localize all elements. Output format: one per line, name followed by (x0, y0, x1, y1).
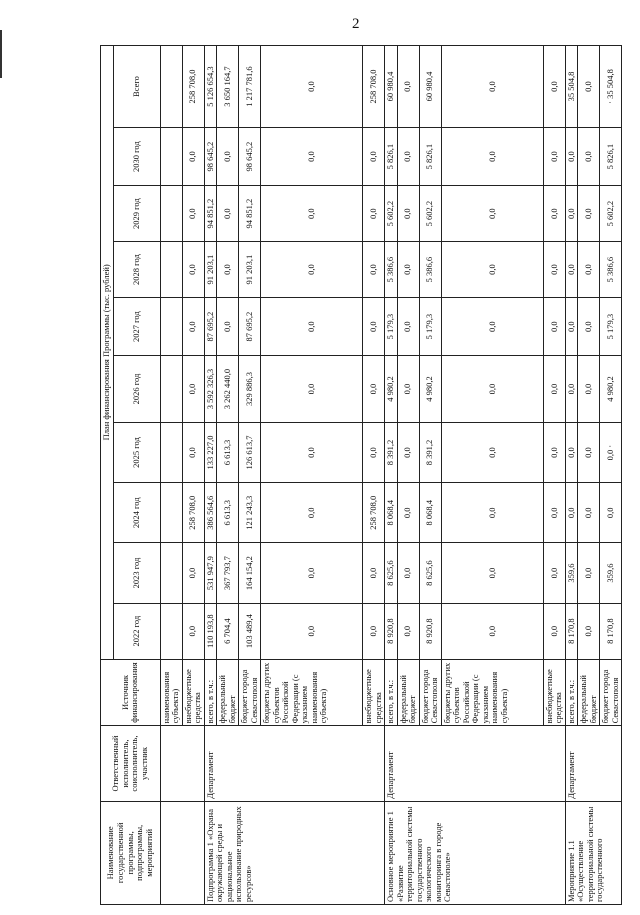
year-value-cell: 0,0 (441, 128, 543, 186)
year-value-cell: 0,0 (543, 603, 565, 659)
year-value-cell: 0,0 (397, 128, 419, 186)
year-value-cell: 98 645,2 (239, 128, 261, 186)
year-value-cell: 8 625,6 (419, 543, 441, 603)
program-name-cell: Мероприятие 1.1 «Осуществление территориальной системы государственного (565, 801, 622, 904)
year-value-cell: 0,0 (441, 298, 543, 356)
year-value-cell: 5 826,1 (419, 128, 441, 186)
header-year-2026: 2026 год (113, 356, 160, 423)
executor-cell: Департамент (565, 726, 622, 801)
source-cell: внебюджетные средства (543, 659, 565, 726)
year-value-cell: 0,0 (565, 483, 578, 543)
year-value-cell: 0,0 (397, 543, 419, 603)
year-value-cell: 0,0 (363, 543, 385, 603)
year-value-cell: 0,0 (543, 186, 565, 242)
year-value-cell: 0,0 (441, 356, 543, 423)
header-year-2023: 2023 год (113, 543, 160, 603)
year-value-cell: 5 179,3 (419, 298, 441, 356)
year-value-cell: 3 262 440,0 (217, 356, 239, 423)
year-value-cell: 0,0 (397, 298, 419, 356)
header-year-2025: 2025 год (113, 422, 160, 482)
year-value-cell: 121 243,3 (239, 483, 261, 543)
total-value-cell: 0,0 (261, 46, 363, 128)
source-cell: всего, в т.ч.: (565, 659, 578, 726)
year-value-cell (160, 298, 182, 356)
year-value-cell: 0,0 (600, 483, 622, 543)
year-value-cell: 0,0 (578, 356, 600, 423)
source-cell: федеральный бюджет (397, 659, 419, 726)
year-value-cell: 359,6 (600, 543, 622, 603)
year-value-cell: 0,0 (261, 242, 363, 298)
header-plan: План финансирования Программы (тыс. рублей) (101, 46, 114, 660)
total-value-cell: 5 126 654,3 (204, 46, 217, 128)
total-value-cell: · 35 504,8 (600, 46, 622, 128)
header-year-2022: 2022 год (113, 603, 160, 659)
total-value-cell: 258 708,0 (182, 46, 204, 128)
year-value-cell: 8 920,8 (419, 603, 441, 659)
financing-table (100, 45, 622, 905)
year-value-cell: 0,0 (578, 603, 600, 659)
year-value-cell: 87 695,2 (204, 298, 217, 356)
year-value-cell: 8 391,2 (385, 422, 398, 482)
source-cell: федеральный бюджет (217, 659, 239, 726)
year-value-cell: 0,0 (261, 603, 363, 659)
table-row (385, 46, 398, 905)
year-value-cell: 0,0 (565, 422, 578, 482)
year-value-cell: 0,0 (565, 298, 578, 356)
source-cell: бюджет города Севастополя (239, 659, 261, 726)
year-value-cell: 0,0 (363, 422, 385, 482)
year-value-cell: 3 592 326,3 (204, 356, 217, 423)
year-value-cell (160, 543, 182, 603)
year-value-cell: 87 695,2 (239, 298, 261, 356)
total-value-cell: 60 980,4 (385, 46, 398, 128)
year-value-cell: 0,0 (578, 543, 600, 603)
year-value-cell: 0,0 (565, 186, 578, 242)
year-value-cell: 0,0 (363, 186, 385, 242)
total-value-cell: 258 708,0 (363, 46, 385, 128)
total-value-cell: 60 980,4 (419, 46, 441, 128)
year-value-cell: 8 068,4 (385, 483, 398, 543)
year-value-cell: 0,0 (182, 186, 204, 242)
year-value-cell: 110 193,8 (204, 603, 217, 659)
year-value-cell: 0,0 (543, 298, 565, 356)
year-value-cell: 0,0 (397, 242, 419, 298)
total-value-cell: 1 217 781,6 (239, 46, 261, 128)
year-value-cell: 8 391,2 (419, 422, 441, 482)
header-year-2024: 2024 год (113, 483, 160, 543)
year-value-cell: 0,0 (182, 422, 204, 482)
year-value-cell: 0,0 (543, 128, 565, 186)
source-cell: бюджеты других субъектов Российской Федерации (с указанием наименования субъекта) (261, 659, 363, 726)
year-value-cell: 164 154,2 (239, 543, 261, 603)
year-value-cell: 0,0 (397, 186, 419, 242)
year-value-cell (160, 242, 182, 298)
year-value-cell (160, 186, 182, 242)
total-value-cell: 3 650 164,7 (217, 46, 239, 128)
year-value-cell: 126 613,7 (239, 422, 261, 482)
table-row (565, 46, 578, 905)
year-value-cell: 133 227,0 (204, 422, 217, 482)
year-value-cell: 6 613,3 (217, 422, 239, 482)
year-value-cell: 386 564,6 (204, 483, 217, 543)
year-value-cell: 0,0 (543, 242, 565, 298)
year-value-cell: 0,0 (182, 356, 204, 423)
program-name-cell: Подпрограмма 1 «Охрана окружающей среды и рациональное использование природных ресурсов» (204, 801, 385, 904)
source-cell: внебюджетные средства (363, 659, 385, 726)
rotated-table-frame (100, 45, 620, 905)
source-cell: внебюджетные средства (182, 659, 204, 726)
total-value-cell: 0,0 (397, 46, 419, 128)
total-value-cell: 0,0 (543, 46, 565, 128)
source-cell: всего, в т.ч.: (204, 659, 217, 726)
year-value-cell: 91 203,1 (239, 242, 261, 298)
year-value-cell: 0,0 (565, 128, 578, 186)
year-value-cell: 0,0 (363, 603, 385, 659)
program-name-cell: Основное мероприятие 1 «Развитие территориальной системы государственного экологического мониторинга в городе Севастополе» (385, 801, 566, 904)
year-value-cell: 0,0 (363, 356, 385, 423)
total-value-cell: 0,0 (578, 46, 600, 128)
year-value-cell: 8 068,4 (419, 483, 441, 543)
total-value-cell: 0,0 (441, 46, 543, 128)
year-value-cell: 5 386,6 (600, 242, 622, 298)
year-value-cell: 0,0 (182, 242, 204, 298)
year-value-cell (160, 422, 182, 482)
year-value-cell: 0,0 (363, 128, 385, 186)
year-value-cell: 94 851,2 (204, 186, 217, 242)
source-cell: бюджет города Севастополя (600, 659, 622, 726)
year-value-cell: 0,0 (543, 483, 565, 543)
year-value-cell: 0,0 (261, 186, 363, 242)
year-value-cell: 0,0 (261, 128, 363, 186)
year-value-cell: 0,0 (261, 356, 363, 423)
year-value-cell: 5 179,3 (600, 298, 622, 356)
year-value-cell: 531 947,9 (204, 543, 217, 603)
year-value-cell: 5 386,6 (385, 242, 398, 298)
year-value-cell: 6 704,4 (217, 603, 239, 659)
header-total: Всего (113, 46, 160, 128)
year-value-cell: 103 489,4 (239, 603, 261, 659)
year-value-cell: 5 826,1 (600, 128, 622, 186)
year-value-cell: 0,0 (363, 298, 385, 356)
year-value-cell: 0,0 (578, 242, 600, 298)
year-value-cell: 0,0 (578, 298, 600, 356)
year-value-cell: 0,0 (261, 543, 363, 603)
year-value-cell: 5 602,2 (600, 186, 622, 242)
year-value-cell: 0,0 (578, 483, 600, 543)
year-value-cell: 0,0 (441, 186, 543, 242)
year-value-cell: 0,0 · (600, 422, 622, 482)
year-value-cell: 0,0 (441, 543, 543, 603)
year-value-cell: 258 708,0 (363, 483, 385, 543)
year-value-cell: 0,0 (217, 242, 239, 298)
table-body (160, 46, 622, 905)
year-value-cell: 0,0 (578, 422, 600, 482)
header-name: Наименование государственной программы, подпрограммы, мероприятий (101, 801, 161, 904)
year-value-cell: 0,0 (543, 543, 565, 603)
year-value-cell: 0,0 (182, 603, 204, 659)
year-value-cell: 0,0 (441, 603, 543, 659)
header-year-2030: 2030 год (113, 128, 160, 186)
source-cell: бюджеты других субъектов Российской Федерации (с указанием наименования субъекта) (441, 659, 543, 726)
year-value-cell: 0,0 (397, 422, 419, 482)
year-value-cell: 0,0 (261, 422, 363, 482)
header-year-2029: 2029 год (113, 186, 160, 242)
source-cell: бюджет города Севастополя (419, 659, 441, 726)
program-name-cell (160, 801, 204, 904)
year-value-cell: 5 386,6 (419, 242, 441, 298)
year-value-cell: 0,0 (261, 298, 363, 356)
year-value-cell: 4 980,2 (385, 356, 398, 423)
year-value-cell: 5 179,3 (385, 298, 398, 356)
page-number: 2 (352, 16, 360, 32)
year-value-cell: 0,0 (261, 483, 363, 543)
year-value-cell: 6 613,3 (217, 483, 239, 543)
year-value-cell: 0,0 (441, 242, 543, 298)
year-value-cell: 98 645,2 (204, 128, 217, 186)
year-value-cell: 0,0 (217, 186, 239, 242)
year-value-cell: 0,0 (543, 422, 565, 482)
year-value-cell: 0,0 (182, 128, 204, 186)
table-row (204, 46, 217, 905)
year-value-cell: 91 203,1 (204, 242, 217, 298)
header-year-2028: 2028 год (113, 242, 160, 298)
year-value-cell: 0,0 (565, 242, 578, 298)
year-value-cell (160, 603, 182, 659)
header-executor: Ответственный исполнитель, соисполнитель, участник (101, 726, 161, 801)
year-value-cell: 5 602,2 (385, 186, 398, 242)
total-value-cell (160, 46, 182, 128)
year-value-cell: 0,0 (217, 298, 239, 356)
year-value-cell: 0,0 (565, 356, 578, 423)
source-cell: наименования субъекта) (160, 659, 182, 726)
year-value-cell (160, 128, 182, 186)
total-value-cell: 35 504,8 (565, 46, 578, 128)
year-value-cell: 258 708,0 (182, 483, 204, 543)
year-value-cell: 0,0 (543, 356, 565, 423)
year-value-cell: 359,6 (565, 543, 578, 603)
executor-cell: Департамент (385, 726, 566, 801)
year-value-cell: 5 602,2 (419, 186, 441, 242)
header-source: Источник финансирования (101, 659, 161, 726)
year-value-cell: 8 920,8 (385, 603, 398, 659)
year-value-cell (160, 483, 182, 543)
year-value-cell: 0,0 (397, 483, 419, 543)
table-row (160, 46, 182, 905)
year-value-cell: 94 851,2 (239, 186, 261, 242)
year-value-cell: 0,0 (182, 298, 204, 356)
source-cell: всего, в т.ч.: (385, 659, 398, 726)
header-year-2027: 2027 год (113, 298, 160, 356)
year-value-cell: 0,0 (578, 128, 600, 186)
year-value-cell: 329 886,3 (239, 356, 261, 423)
year-value-cell: 0,0 (441, 483, 543, 543)
year-value-cell: 367 793,7 (217, 543, 239, 603)
year-value-cell: 0,0 (397, 603, 419, 659)
executor-cell: Департамент (204, 726, 385, 801)
year-value-cell: 8 625,6 (385, 543, 398, 603)
year-value-cell (160, 356, 182, 423)
year-value-cell: 0,0 (397, 356, 419, 423)
year-value-cell: 8 170,8 (565, 603, 578, 659)
year-value-cell: 8 170,8 (600, 603, 622, 659)
year-value-cell: 5 826,1 (385, 128, 398, 186)
year-value-cell: 0,0 (441, 422, 543, 482)
year-value-cell: 0,0 (578, 186, 600, 242)
scan-edge-line (0, 30, 2, 78)
rotated-page (100, 45, 620, 905)
source-cell: федеральный бюджет (578, 659, 600, 726)
year-value-cell: 4 980,2 (419, 356, 441, 423)
year-value-cell: 0,0 (217, 128, 239, 186)
year-value-cell: 4 980,2 (600, 356, 622, 423)
year-value-cell: 0,0 (182, 543, 204, 603)
executor-cell (160, 726, 204, 801)
year-value-cell: 0,0 (363, 242, 385, 298)
